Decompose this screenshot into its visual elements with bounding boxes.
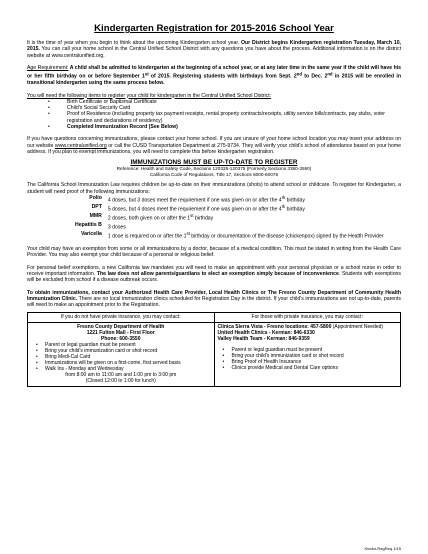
left-box-list	[31, 342, 211, 372]
table-row: Hepatitis B 3 doses	[75, 222, 126, 231]
right-box	[214, 323, 401, 387]
footer-code: Kindor-RegReq 1/15	[364, 546, 401, 551]
items-intro: You will need the following items to register your child for kindergarten in the Central Unified School District:	[27, 92, 272, 99]
page-title: Kindergarten Registration for 2015-2016 School Year	[94, 23, 334, 34]
list-item: • Walk Ins - Monday and Wednesday	[45, 366, 211, 372]
list-item: • Completed Immunization Record (See Below)	[67, 124, 401, 130]
list-item: • Child's Social Security Card	[67, 105, 401, 111]
list-item: • Bring your child's immunization card or shot record	[232, 353, 398, 359]
right-box-list	[218, 347, 398, 371]
left-box	[28, 323, 215, 387]
list-item: • Parent or legal guardian must be present	[232, 347, 398, 353]
list-item: • Clinics provide Medical and Dental Care options	[232, 365, 398, 371]
list-item: • Birth Certificate or Baptismal Certificate	[67, 99, 401, 105]
left-box-header: If you do not have private insurance, you may contact:	[28, 313, 215, 323]
table-row: DPT 5 doses, but 4 doses meet the requirement if one was given on or after the 4th birthday	[91, 203, 305, 213]
required-items-list	[27, 99, 401, 130]
website-link[interactable]: www.centralunified.org	[54, 142, 107, 149]
list-item: • Bring Proof of Health Insurance	[232, 359, 398, 365]
united-health-clinics: United Health Clinics - Kerman: 846-6330	[217, 330, 315, 337]
questions-paragraph: If you have questions concerning immunizations, please contact your home school. If you are unsure of your home school location you may insert your address on our website www.centralunified.org or call the CUSD Transportation Department at 275-9734. They will verify your child's school of attendance based on your home address. If you plan to exempt immunizations, you will need to complete this before kindergarten registration.	[27, 136, 402, 155]
list-item: • Bring your child's immunization card or shot record	[45, 348, 211, 354]
intro-paragraph: It is the time of year when you begin to think about the upcoming Kindergarten school year. Our District begins Kindergarten registration Tuesday, March 10, 2015. You can call your home school in the Central Unified School District with any questions you have about the process. Additional information is on the district website at www.centralunified.org.	[27, 40, 401, 59]
obtain-immunizations-paragraph: To obtain immunizations, contact your Authorized Health Care Provider, Local Health Clinics or The Fresno County Department of Community Health Immunization Clinic. There are no local immunization clinics scheduled for Registration Day in the district. If your child's immunizations are not up-to-date, parents will need to make an appointment prior to the Registration.	[27, 289, 401, 309]
list-item: • Bring Medi-Cal Card	[45, 354, 211, 360]
list-item: • Parent or legal guardian must be present	[45, 342, 211, 348]
hours-line: from 8:00 am to 11:00 am and 1:00 pm to 3:00 pm	[65, 372, 177, 379]
table-row: MMR 2 doses, both given on or after the 1st birthday	[89, 212, 214, 222]
lunch-line: (Closed 12:00 to 1:00 for lunch)	[85, 378, 156, 385]
age-requirement-label: Age Requirement:	[27, 64, 69, 71]
clinica-sierra-vista: Clinica Sierra Vista - Fresno locations: 457-5800 (Appointment Needed)	[217, 324, 384, 331]
immunization-law-paragraph: The California School Immunization Law requires children be up-to-date on their immunizations (shots) to attend school or childcare. To register for Kindergarten, a student will need proof of the following immunizations:	[27, 182, 401, 195]
list-item: • Proof of Residence (including property tax payment receipts, rental property contracts/receipts, utility service bills/contracts, pay stubs, voter registration and declarations of residency)	[67, 111, 401, 124]
clinic-table	[27, 312, 401, 387]
immunizations-heading: IMMUNIZATIONS MUST BE UP-TO-DATE TO REGISTER	[130, 159, 298, 167]
table-row: Polio 4 doses, but 3 doses meet the requirement if one was given on or after the 4th birthday	[89, 194, 305, 204]
valley-health-team: Valley Health Team - Kerman: 846-9359	[217, 336, 310, 343]
reference-line-1: Reference: Health and Safety Code, Sections 120325-120375 (Formerly Sections 3380-3590)	[116, 166, 312, 172]
table-row: Varicella 1 dose is required on or after the 1st birthday or documentation of the disease (chickenpox) signed by the Health Provider	[80, 231, 384, 240]
right-box-header: For those with private insurance, you may contact:	[214, 313, 401, 323]
vaccine-table	[75, 195, 384, 240]
exemption-paragraph: Your child may have an exemption from some or all immunizations by a doctor, because of a medical condition. This must be stated in writing from the Health Care Provider. You may also exempt your child because of a personal or religious belief.	[27, 246, 401, 259]
reference-line-2: California Code of Regulations, Title 17, Sections 6000-60075	[149, 171, 279, 177]
list-item: • Immunizations will be given on a first-come, first served basis	[45, 360, 211, 366]
county-health-name: Fresno County Department of Health	[77, 324, 165, 331]
county-health-phone: Phone: 600-3550	[101, 336, 141, 343]
age-requirement-paragraph: Age Requirement: A child shall be admitted to kindergarten at the beginning of a school year, or at any later time in the same year if the child will have his or her fifth birthday on or before September 1st of 2015. Registering students with birthdays from Sept. 2nd to Dec. 2nd in 2015 will be enrolled in transitional kindergarten using the same process below.	[27, 64, 402, 87]
personal-belief-paragraph: For personal belief exemptions, a new California law mandates you will need to make an appointment with your personal physician or a school nurse in order to receive important information. The law does not allow parents/guardians to elect an exemption simply because of inconvenience. Students with exemptions will be excluded from school if a disease outbreak occurs.	[27, 264, 401, 284]
county-health-address: 1221 Fulton Mall - First Floor	[86, 330, 155, 337]
